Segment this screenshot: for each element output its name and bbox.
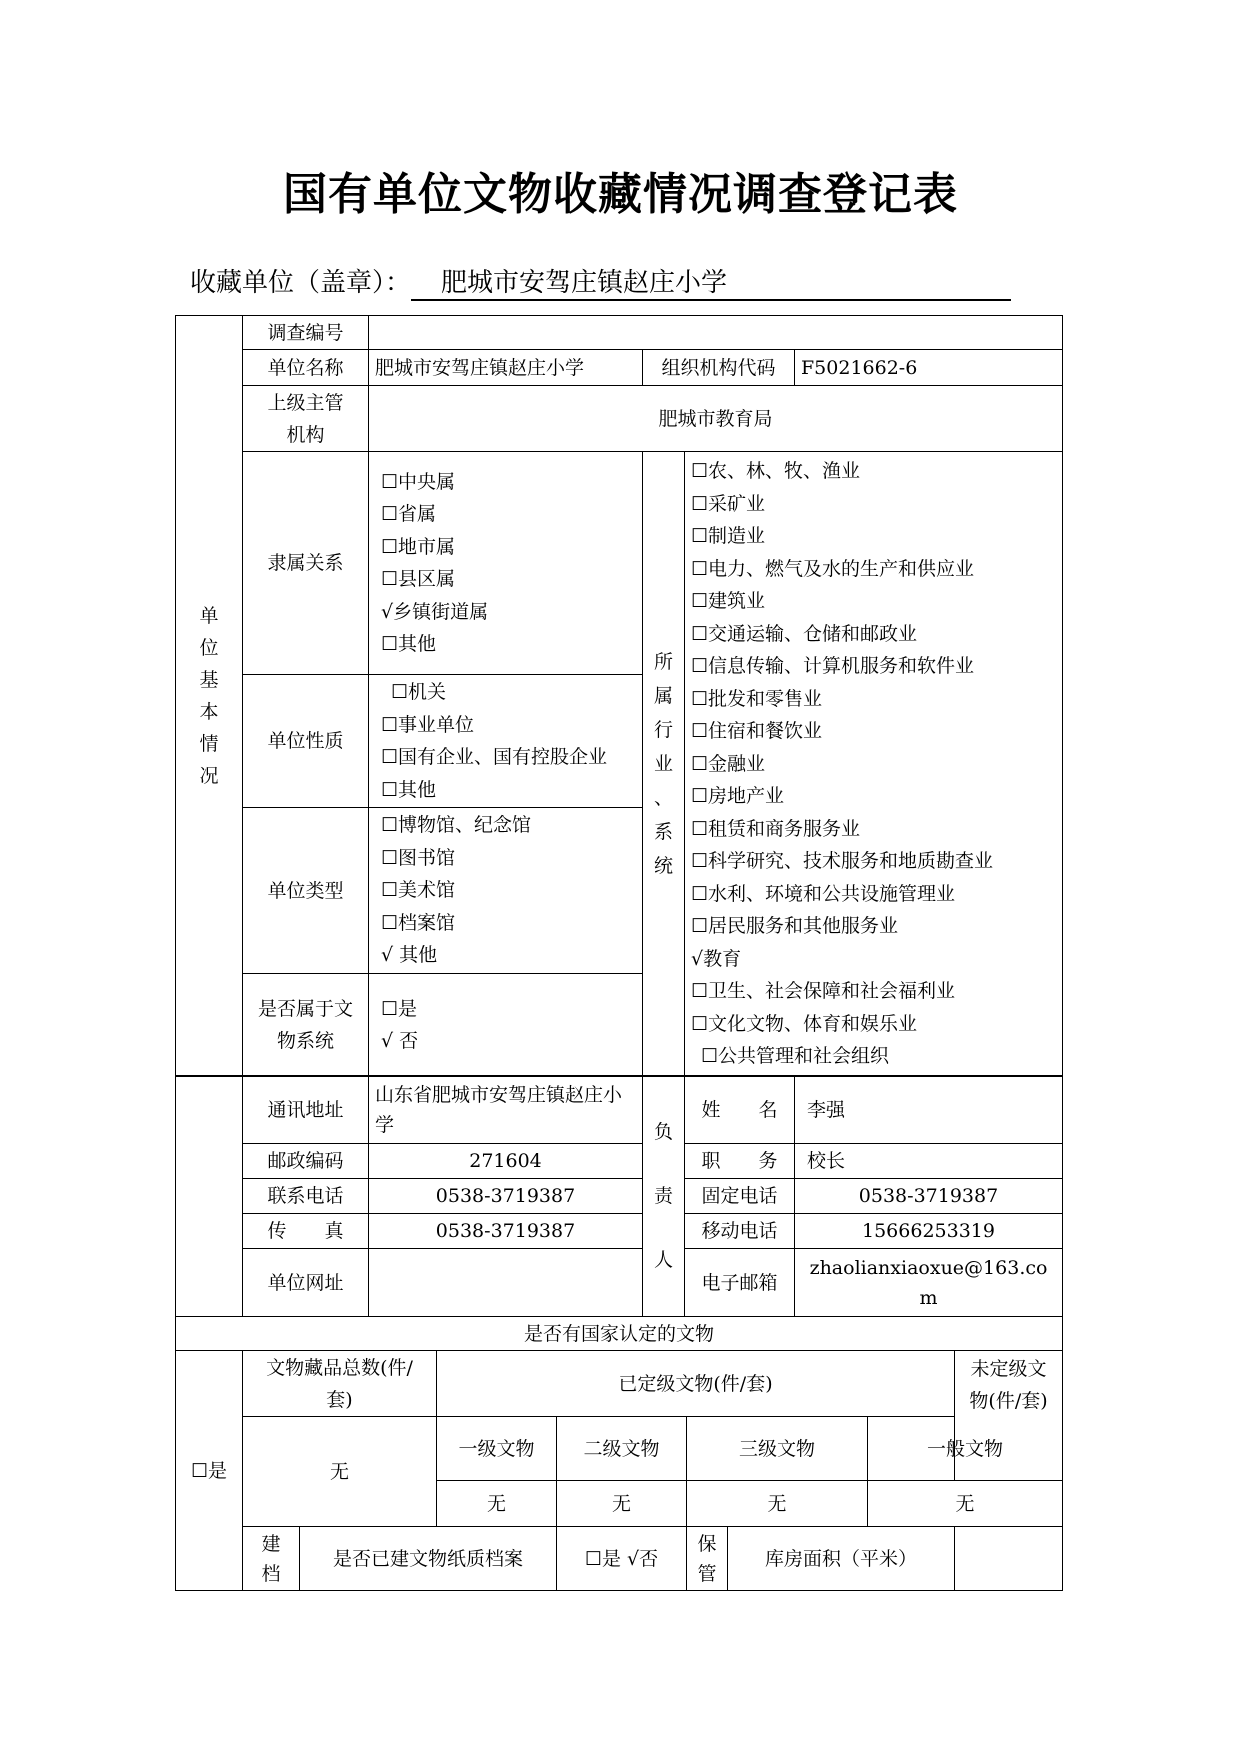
industry-option[interactable]: ☐文化文物、体育和娱乐业: [691, 1012, 918, 1035]
graded-label: 已定级文物(件/套): [437, 1351, 955, 1417]
survey-no-label: 调查编号: [243, 316, 369, 350]
industry-section-label: 所 属 行 业 、 系 统: [643, 452, 685, 1077]
area-value: [955, 1527, 1063, 1591]
name-value: 李强: [795, 1076, 1063, 1144]
industry-option[interactable]: ☐科学研究、技术服务和地质勘查业: [691, 850, 994, 873]
industry-option[interactable]: ☐交通运输、仓储和邮政业: [691, 622, 918, 645]
mobile-value: 15666253319: [795, 1214, 1063, 1249]
affiliation-label: 隶属关系: [243, 452, 369, 675]
ungraded-label: 未定级文物(件/套): [955, 1351, 1063, 1481]
type-option[interactable]: √ 其他: [381, 944, 438, 967]
phone-value: 0538-3719387: [369, 1179, 643, 1214]
org-code-value: F5021662-6: [795, 350, 1063, 386]
archive-label: 建档: [243, 1527, 300, 1591]
email-label: 电子邮箱: [685, 1249, 795, 1317]
survey-no-value: [369, 316, 1063, 350]
industry-option[interactable]: ☐信息传输、计算机服务和软件业: [691, 655, 975, 678]
position-label: 职 务: [685, 1144, 795, 1179]
page-title: 国有单位文物收藏情况调查登记表: [283, 169, 958, 220]
industry-option[interactable]: ☐住宿和餐饮业: [691, 720, 823, 743]
address-value: 山东省肥城市安驾庄镇赵庄小学: [369, 1076, 643, 1144]
type-option[interactable]: ☐博物馆、纪念馆: [381, 814, 532, 837]
contact-table: [175, 1075, 1063, 1317]
relic-system-option[interactable]: √ 否: [381, 1030, 419, 1052]
email-value: zhaolianxiaoxue@163.com: [795, 1249, 1063, 1317]
paper-archive-label: 是否已建文物纸质档案: [300, 1527, 557, 1591]
superior-label: 上级主管机构: [243, 386, 369, 452]
type-option[interactable]: ☐档案馆: [381, 911, 456, 934]
postcode-label: 邮政编码: [243, 1144, 369, 1179]
nature-label: 单位性质: [243, 675, 369, 808]
type-option[interactable]: ☐美术馆: [381, 879, 456, 902]
fax-label: 传 真: [243, 1214, 369, 1249]
postcode-value: 271604: [369, 1144, 643, 1179]
industry-option[interactable]: ☐水利、环境和公共设施管理业: [691, 882, 956, 905]
nature-options: [369, 675, 643, 808]
unit-name-label: 单位名称: [243, 350, 369, 386]
website-value: [369, 1249, 643, 1317]
industry-option[interactable]: ☐采矿业: [691, 492, 766, 515]
grade-2-label: 二级文物: [557, 1417, 687, 1481]
industry-option[interactable]: ☐农、林、牧、渔业: [691, 460, 861, 483]
grade-3-value: 无: [687, 1481, 868, 1527]
affiliation-option[interactable]: ☐中央属: [381, 470, 456, 493]
nature-option[interactable]: ☐机关: [391, 681, 447, 703]
type-option[interactable]: ☐图书馆: [381, 846, 456, 869]
relic-system-option[interactable]: ☐是: [381, 997, 418, 1020]
affiliation-option[interactable]: ☐县区属: [381, 568, 456, 590]
relics-header: 是否有国家认定的文物: [176, 1317, 1063, 1351]
industry-option[interactable]: ☐居民服务和其他服务业: [691, 915, 899, 938]
unit-name-value: 肥城市安驾庄镇赵庄小学: [369, 350, 643, 386]
affiliation-option[interactable]: ☐地市属: [381, 535, 456, 558]
grade-3-label: 三级文物: [687, 1417, 868, 1481]
affiliation-options: [369, 452, 643, 675]
area-label: 库房面积（平米）: [728, 1527, 955, 1591]
superior-value: 肥城市教育局: [369, 386, 1063, 452]
grade-1-value: 无: [437, 1481, 557, 1527]
basic-label-continued: [176, 1076, 243, 1317]
industry-option[interactable]: ☐租赁和商务服务业: [691, 817, 861, 840]
affiliation-option[interactable]: ☐省属: [381, 503, 437, 525]
type-label: 单位类型: [243, 808, 369, 974]
total-label: 文物藏品总数(件/套): [243, 1351, 437, 1417]
fax-value: 0538-3719387: [369, 1214, 643, 1249]
nature-option[interactable]: ☐事业单位: [381, 713, 475, 736]
basic-info-table: [175, 315, 1063, 1077]
leader-section-label: 负 责 人: [643, 1076, 685, 1317]
type-options: [369, 808, 643, 974]
landline-value: 0538-3719387: [795, 1179, 1063, 1214]
relics-yes-checkbox[interactable]: ☐是: [176, 1351, 243, 1591]
relics-table: [175, 1316, 1063, 1591]
industry-options: [685, 452, 1063, 1077]
industry-option[interactable]: ☐公共管理和社会组织: [701, 1045, 890, 1068]
phone-label: 联系电话: [243, 1179, 369, 1214]
affiliation-option[interactable]: √乡镇街道属: [381, 600, 489, 623]
industry-option[interactable]: ☐建筑业: [691, 590, 766, 613]
industry-option[interactable]: ☐金融业: [691, 752, 766, 775]
affiliation-option[interactable]: ☐其他: [381, 633, 437, 655]
paper-archive-value[interactable]: ☐是 √否: [557, 1527, 687, 1591]
industry-option[interactable]: ☐电力、燃气及水的生产和供应业: [691, 557, 975, 580]
industry-option[interactable]: ☐批发和零售业: [691, 687, 823, 710]
collecting-unit-line: [190, 262, 1011, 301]
name-label: 姓 名: [685, 1076, 795, 1144]
industry-option[interactable]: ☐制造业: [691, 525, 766, 548]
position-value: 校长: [795, 1144, 1063, 1179]
collecting-unit-value: 肥城市安驾庄镇赵庄小学: [411, 262, 1011, 301]
website-label: 单位网址: [243, 1249, 369, 1317]
org-code-label: 组织机构代码: [643, 350, 795, 386]
storage-label: 保管: [687, 1527, 728, 1591]
nature-option[interactable]: ☐国有企业、国有控股企业: [381, 746, 608, 768]
industry-option[interactable]: ☐房地产业: [691, 785, 785, 808]
address-label: 通讯地址: [243, 1076, 369, 1144]
grade-general-value: 无: [868, 1481, 1063, 1527]
industry-option[interactable]: ☐卫生、社会保障和社会福利业: [691, 980, 956, 1003]
nature-option[interactable]: ☐其他: [381, 778, 437, 801]
grade-general-label: 一般文物: [868, 1417, 1063, 1481]
relic-system-label: 是否属于文物系统: [243, 974, 369, 1077]
collecting-unit-label: 收藏单位（盖章）：: [190, 268, 412, 298]
relic-system-options: [369, 974, 643, 1077]
total-value: 无: [243, 1417, 437, 1527]
grade-1-label: 一级文物: [437, 1417, 557, 1481]
mobile-label: 移动电话: [685, 1214, 795, 1249]
grade-2-value: 无: [557, 1481, 687, 1527]
section-basic-label: 单 位 基 本 情 况: [176, 316, 243, 1077]
industry-option[interactable]: √教育: [691, 947, 742, 970]
landline-label: 固定电话: [685, 1179, 795, 1214]
